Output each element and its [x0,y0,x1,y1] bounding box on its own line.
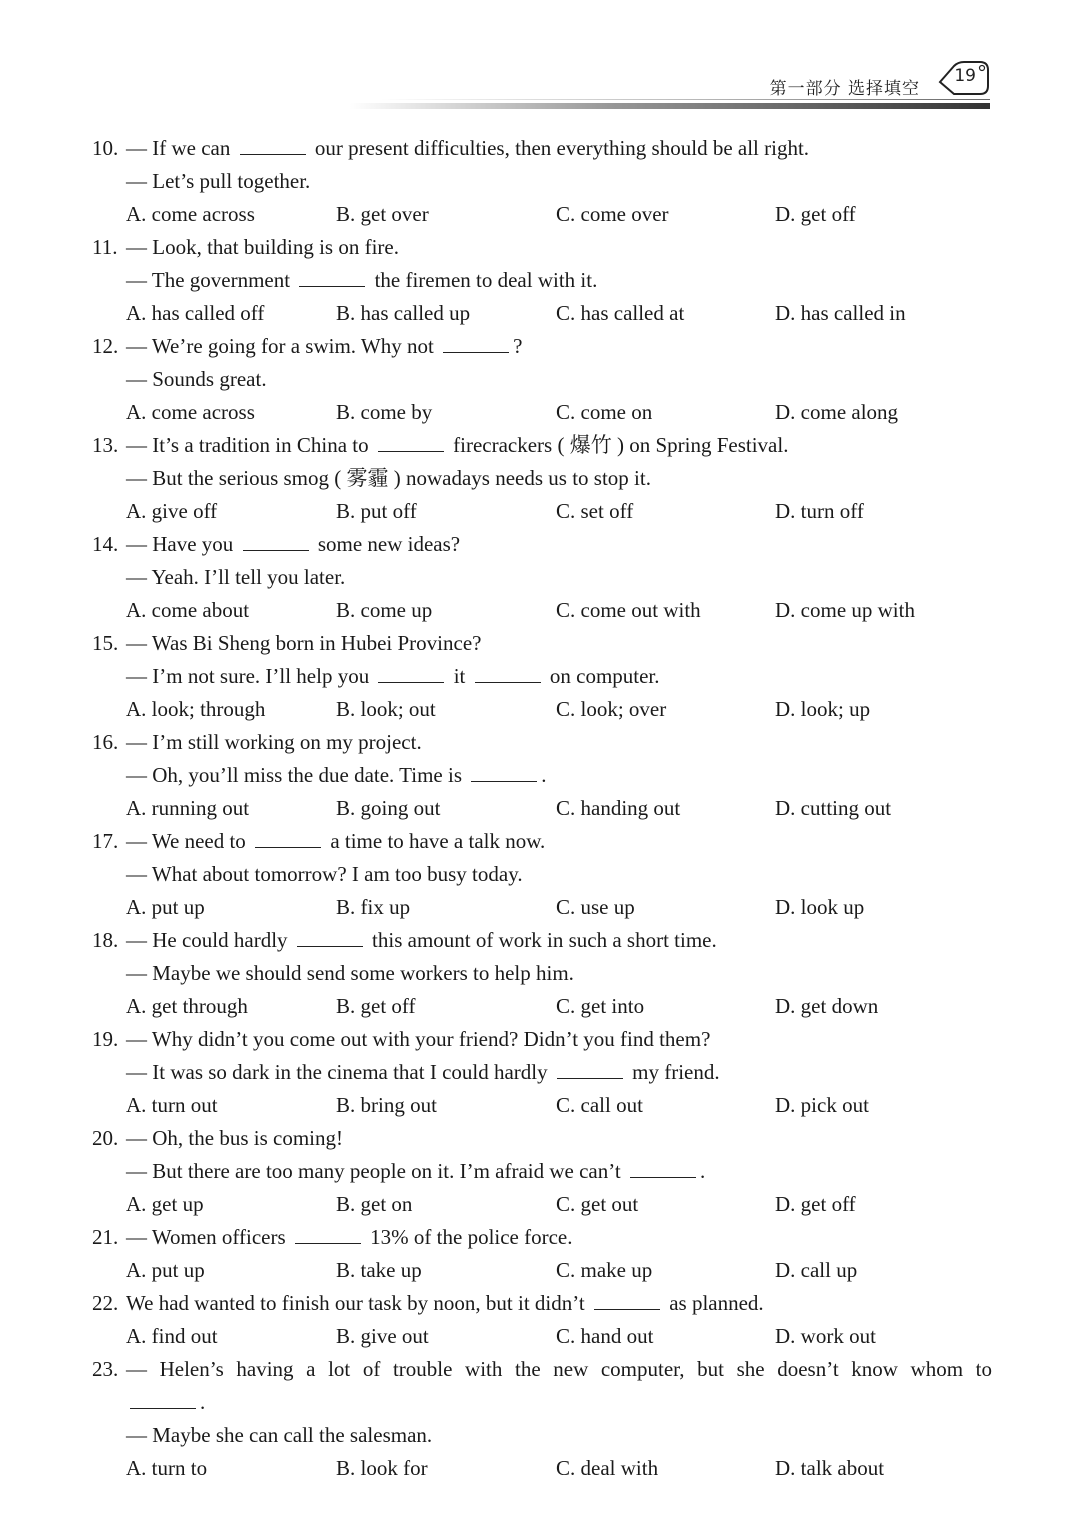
question-line [0,330,1080,363]
options-row [0,990,1080,1023]
question-line [0,858,1080,891]
question-number: 18. [92,928,119,952]
question-stem [126,165,310,198]
option-c[interactable]: C. look; over [556,697,667,721]
stem-text: — Maybe we should send some workers to help him. [126,961,574,985]
question-number: 23. [92,1357,119,1381]
question-line [0,1221,1080,1254]
option-d[interactable]: D. call up [775,1258,858,1282]
option-b[interactable]: B. fix up [336,895,411,919]
stem-text: . [541,763,547,787]
question-stem [126,231,399,264]
options-row [0,1188,1080,1221]
question-22 [0,1287,1080,1353]
question-10 [0,132,1080,231]
stem-text: — We’re going for a swim. Why not [126,334,440,358]
option-c[interactable]: C. get out [556,1192,639,1216]
question-number: 12. [92,334,119,358]
answer-blank[interactable] [243,532,309,551]
stem-text: — It was so dark in the cinema that I could hardly [126,1060,553,1084]
option-d[interactable]: D. look; up [775,697,871,721]
question-line [0,759,1080,792]
stem-text: We had wanted to finish our task by noon, but it didn’t [126,1291,590,1315]
options-row [0,594,1080,627]
stem-text: some new ideas? [312,532,461,556]
option-c[interactable]: C. get into [556,994,645,1018]
question-line [0,363,1080,396]
option-a[interactable]: A. put up [126,1258,205,1282]
question-number: 21. [92,1225,119,1249]
question-18 [0,924,1080,1023]
question-stem [126,957,574,990]
answer-blank[interactable] [295,1225,361,1244]
question-stem [126,1023,710,1056]
option-c[interactable]: C. come on [556,400,653,424]
question-14 [0,528,1080,627]
option-a[interactable]: A. turn out [126,1093,218,1117]
stem-text: — I’m still working on my project. [126,730,422,754]
stem-text: — Was Bi Sheng born in Hubei Province? [126,631,482,655]
stem-text: — Have you [126,532,239,556]
page-number: 19 [954,66,976,86]
option-b[interactable]: B. bring out [336,1093,437,1117]
question-stem [126,759,547,792]
question-21 [0,1221,1080,1287]
stem-text: — Look, that building is on fire. [126,235,399,259]
question-stem [126,627,481,660]
question-13 [0,429,1080,528]
stem-text: — If we can [126,136,236,160]
stem-text: — The government [126,268,296,292]
option-d[interactable]: D. come along [775,400,899,424]
question-12 [0,330,1080,429]
section-title: 第一部分 选择填空 [769,79,920,99]
stem-text: — What about tomorrow? I am too busy today. [126,862,523,886]
question-stem [126,429,788,462]
stem-text: 13% of the police force. [364,1225,573,1249]
stem-text: a time to have a talk now. [325,829,546,853]
question-16 [0,726,1080,825]
options-row [0,693,1080,726]
stem-text: — Helen’s having a lot of trouble with the new computer, but she doesn’t know whom to [126,1357,992,1381]
question-stem [126,825,545,858]
option-c[interactable]: C. use up [556,895,635,919]
option-a[interactable]: A. put up [126,895,205,919]
question-20 [0,1122,1080,1221]
option-b[interactable]: B. come up [336,598,433,622]
question-11 [0,231,1080,330]
question-line [0,231,1080,264]
question-number: 20. [92,1126,119,1150]
option-c[interactable]: C. make up [556,1258,653,1282]
options-row [0,1320,1080,1353]
stem-text: — Sounds great. [126,367,267,391]
question-line [0,726,1080,759]
stem-text: firecrackers ( 爆竹 ) on Spring Festival. [447,433,789,457]
options-row [0,198,1080,231]
answer-blank[interactable] [378,664,444,683]
stem-text: as planned. [663,1291,764,1315]
question-line [0,1386,1080,1419]
question-15 [0,627,1080,726]
question-17 [0,825,1080,924]
answer-blank[interactable] [297,928,363,947]
answer-blank[interactable] [443,334,509,353]
question-stem [126,1221,573,1254]
options-row [0,1452,1080,1485]
question-line [0,528,1080,561]
question-line [0,132,1080,165]
answer-blank[interactable] [378,433,444,452]
option-d[interactable]: D. get down [775,994,879,1018]
question-number: 22. [92,1291,119,1315]
option-b[interactable]: B. look for [336,1456,428,1480]
answer-blank[interactable] [130,1390,196,1409]
question-line [0,165,1080,198]
stem-text: this amount of work in such a short time. [366,928,717,952]
question-number: 15. [92,631,119,655]
stem-text: it [448,664,471,688]
option-a[interactable]: A. running out [126,796,250,820]
question-stem [126,1419,432,1452]
options-row [0,891,1080,924]
question-stem [126,462,651,495]
question-stem [126,1353,992,1386]
question-23 [0,1353,1080,1485]
question-line [0,1287,1080,1320]
stem-text: — We need to [126,829,252,853]
options-row [0,1089,1080,1122]
stem-text: — I’m not sure. I’ll help you [126,664,375,688]
option-b[interactable]: B. get on [336,1192,413,1216]
stem-text: — But there are too many people on it. I’m afraid we can’t [126,1159,626,1183]
question-stem [126,1155,705,1188]
option-a[interactable]: A. come across [126,202,255,226]
option-d[interactable]: D. get off [775,1192,856,1216]
question-stem [126,924,717,957]
option-d[interactable]: D. look up [775,895,865,919]
options-row [0,792,1080,825]
option-a[interactable]: A. give off [126,499,218,523]
answer-blank[interactable] [630,1159,696,1178]
question-number: 13. [92,433,119,457]
stem-text: on computer. [544,664,660,688]
option-c[interactable]: C. call out [556,1093,643,1117]
question-line [0,957,1080,990]
option-d[interactable]: D. talk about [775,1456,885,1480]
question-stem [126,363,267,396]
option-d[interactable]: D. pick out [775,1093,869,1117]
question-line [0,429,1080,462]
stem-text: my friend. [626,1060,720,1084]
option-b[interactable]: B. take up [336,1258,422,1282]
option-b[interactable]: B. look; out [336,697,436,721]
question-stem [126,660,660,693]
question-line [0,462,1080,495]
option-a[interactable]: A. get through [126,994,248,1018]
question-number: 17. [92,829,119,853]
option-d[interactable]: D. work out [775,1324,876,1348]
answer-blank[interactable] [594,1291,660,1310]
question-number: 14. [92,532,119,556]
question-line [0,825,1080,858]
answer-blank[interactable] [240,136,306,155]
option-a[interactable]: A. turn to [126,1456,208,1480]
question-line [0,627,1080,660]
option-d[interactable]: D. turn off [775,499,864,523]
question-line [0,1419,1080,1452]
options-row [0,1254,1080,1287]
question-line [0,660,1080,693]
answer-blank[interactable] [471,763,537,782]
header-rule [350,103,990,109]
option-a[interactable]: A. come across [126,400,255,424]
stem-text: the firemen to deal with it. [369,268,598,292]
option-a[interactable]: A. has called off [126,301,265,325]
question-number: 10. [92,136,119,160]
question-line [0,1122,1080,1155]
stem-text: — Oh, you’ll miss the due date. Time is [126,763,468,787]
option-c[interactable]: C. handing out [556,796,681,820]
question-number: 11. [92,235,118,259]
option-b[interactable]: B. get over [336,202,429,226]
stem-text: — Why didn’t you come out with your friend? Didn’t you find them? [126,1027,711,1051]
option-a[interactable]: A. come about [126,598,250,622]
stem-text: — He could hardly [126,928,293,952]
options-row [0,495,1080,528]
stem-text: our present difficulties, then everything should be all right. [309,136,810,160]
stem-text: — But the serious smog ( 雾霾 ) nowadays needs us to stop it. [126,466,651,490]
question-line [0,264,1080,297]
stem-text: ? [513,334,523,358]
question-stem [126,132,809,165]
question-line [0,1056,1080,1089]
stem-text: — Oh, the bus is coming! [126,1126,343,1150]
question-list [0,132,1080,1485]
question-stem [126,1056,720,1089]
stem-text: — Let’s pull together. [126,169,311,193]
stem-text: — Maybe she can call the salesman. [126,1423,433,1447]
options-row [0,297,1080,330]
question-stem [126,528,460,561]
option-c[interactable]: C. come over [556,202,669,226]
option-a[interactable]: A. get up [126,1192,204,1216]
answer-blank[interactable] [475,664,541,683]
option-b[interactable]: B. give out [336,1324,429,1348]
question-stem [126,1386,205,1419]
option-a[interactable]: A. look; through [126,697,266,721]
option-b[interactable]: B. put off [336,499,417,523]
stem-text: — Women officers [126,1225,291,1249]
option-c[interactable]: C. has called at [556,301,685,325]
option-d[interactable]: D. get off [775,202,856,226]
option-b[interactable]: B. has called up [336,301,471,325]
answer-blank[interactable] [557,1060,623,1079]
option-c[interactable]: C. hand out [556,1324,654,1348]
option-d[interactable]: D. come up with [775,598,915,622]
stem-text: . [200,1390,206,1414]
stem-text: — Yeah. I’ll tell you later. [126,565,346,589]
header-rule-thin [380,99,990,100]
question-line [0,1353,1080,1386]
option-d[interactable]: D. has called in [775,301,906,325]
option-d[interactable]: D. cutting out [775,796,892,820]
option-b[interactable]: B. going out [336,796,441,820]
question-19 [0,1023,1080,1122]
answer-blank[interactable] [299,268,365,287]
option-b[interactable]: B. come by [336,400,433,424]
question-stem [126,858,523,891]
question-line [0,561,1080,594]
option-c[interactable]: C. come out with [556,598,701,622]
question-line [0,924,1080,957]
options-row [0,396,1080,429]
question-stem [126,726,422,759]
question-number: 16. [92,730,119,754]
question-stem [126,1122,343,1155]
option-c[interactable]: C. deal with [556,1456,659,1480]
question-stem [126,1287,764,1320]
question-line [0,1155,1080,1188]
option-a[interactable]: A. find out [126,1324,218,1348]
page-header [0,0,1080,120]
question-line [0,1023,1080,1056]
answer-blank[interactable] [255,829,321,848]
question-stem [126,264,597,297]
option-c[interactable]: C. set off [556,499,634,523]
question-stem [126,330,522,363]
stem-text: — It’s a tradition in China to [126,433,374,457]
option-b[interactable]: B. get off [336,994,416,1018]
question-number: 19. [92,1027,119,1051]
question-stem [126,561,345,594]
stem-text: . [699,1159,706,1183]
